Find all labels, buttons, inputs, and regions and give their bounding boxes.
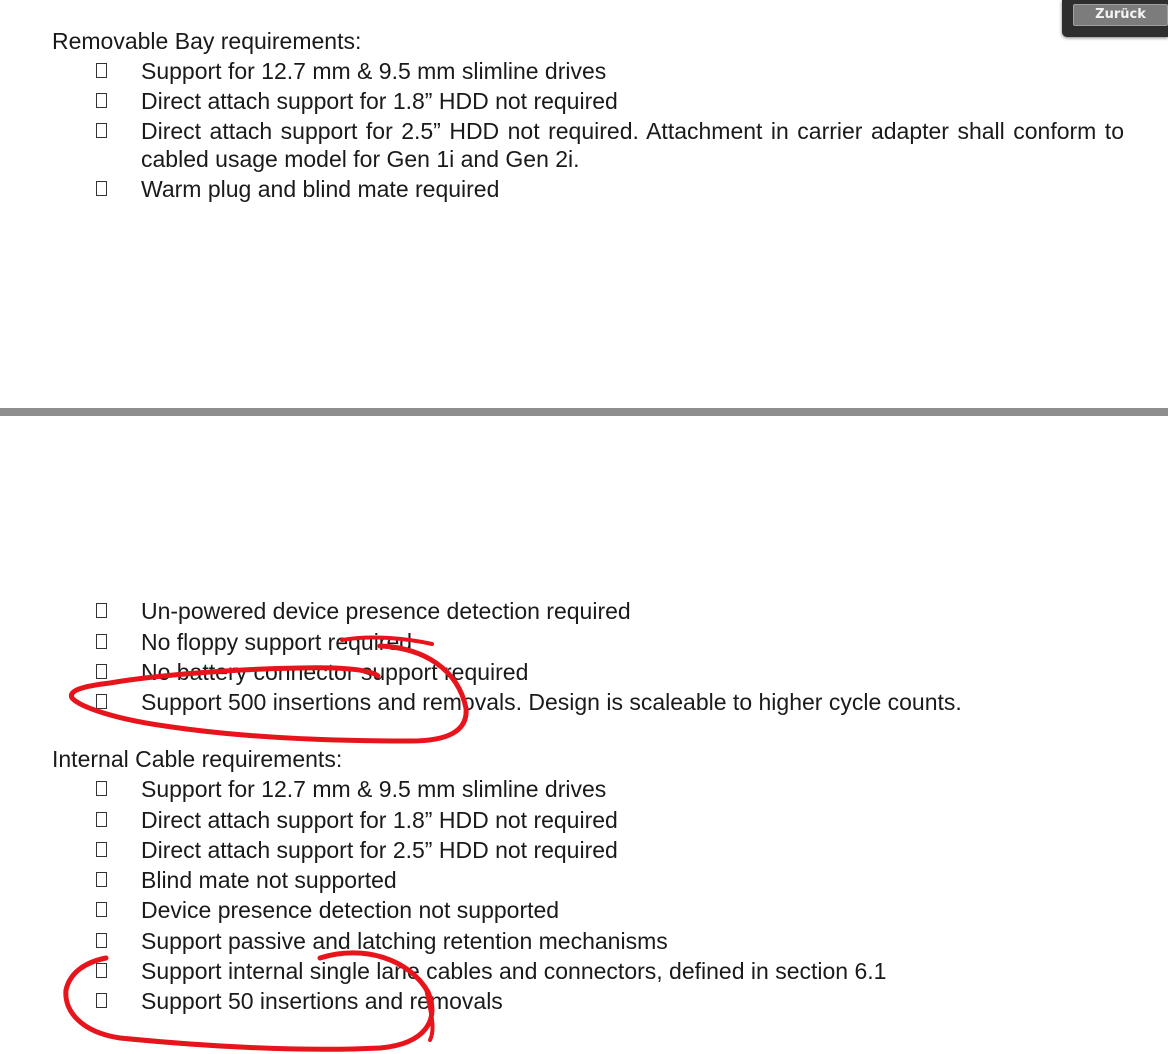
- list-item: Support for 12.7 mm & 9.5 mm slimline drives: [96, 57, 1124, 86]
- checkbox-glyph-icon: [96, 634, 107, 649]
- checkbox-glyph-icon: [96, 781, 107, 796]
- removable-bay-heading: Removable Bay requirements:: [52, 28, 362, 54]
- list-item: Support 50 insertions and removals: [96, 987, 1124, 1016]
- list-item: Warm plug and blind mate required: [96, 175, 1124, 204]
- list-item: Support passive and latching retention mechanisms: [96, 927, 1124, 956]
- list-item: No floppy support required: [96, 628, 1124, 657]
- list-item: No battery connector support required: [96, 658, 1124, 687]
- checkbox-glyph-icon: [96, 993, 107, 1008]
- checkbox-glyph-icon: [96, 63, 107, 78]
- list-item: Support internal single lane cables and connectors, defined in section 6.1: [96, 957, 1124, 986]
- list-item: Un-powered device presence detection required: [96, 597, 1124, 626]
- list-item: Direct attach support for 2.5” HDD not required. Attachment in carrier adapter shall conform to cabled usage model for Gen 1i and Gen 2i.: [96, 117, 1124, 173]
- checkbox-glyph-icon: [96, 93, 107, 108]
- checkbox-glyph-icon: [96, 664, 107, 679]
- internal-cable-heading: Internal Cable requirements:: [52, 746, 343, 772]
- checkbox-glyph-icon: [96, 694, 107, 709]
- list-item: Blind mate not supported: [96, 866, 1124, 895]
- checkbox-glyph-icon: [96, 812, 107, 827]
- back-button[interactable]: Zurück: [1073, 4, 1168, 26]
- list-item: Support 500 insertions and removals. Design is scaleable to higher cycle counts.: [96, 688, 1124, 717]
- checkbox-glyph-icon: [96, 603, 107, 618]
- page-separator: [0, 408, 1168, 416]
- checkbox-glyph-icon: [96, 181, 107, 196]
- list-item: Device presence detection not supported: [96, 896, 1124, 925]
- checkbox-glyph-icon: [96, 872, 107, 887]
- checkbox-glyph-icon: [96, 963, 107, 978]
- list-item: Direct attach support for 1.8” HDD not required: [96, 806, 1124, 835]
- document-page-top: [0, 0, 1168, 408]
- checkbox-glyph-icon: [96, 902, 107, 917]
- list-item: Direct attach support for 2.5” HDD not required: [96, 836, 1124, 865]
- checkbox-glyph-icon: [96, 842, 107, 857]
- list-item: Direct attach support for 1.8” HDD not required: [96, 87, 1124, 116]
- list-item: Support for 12.7 mm & 9.5 mm slimline drives: [96, 775, 1124, 804]
- checkbox-glyph-icon: [96, 123, 107, 138]
- checkbox-glyph-icon: [96, 933, 107, 948]
